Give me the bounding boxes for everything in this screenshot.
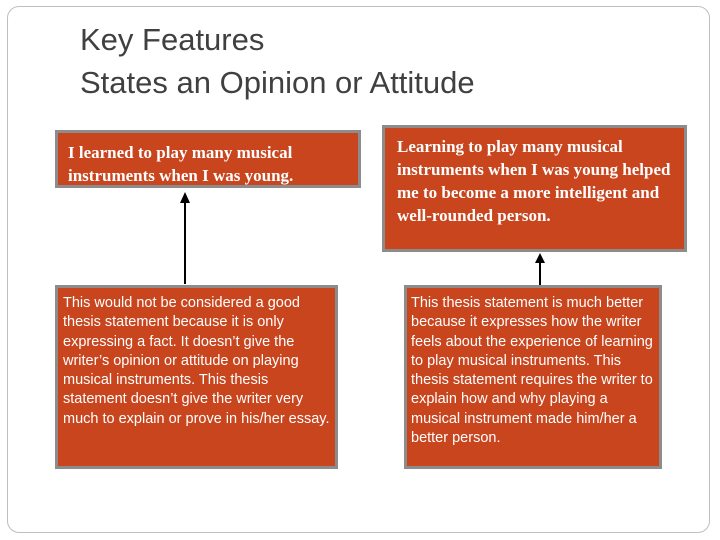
weak-thesis-example-box: I learned to play many musical instruments when I was young. <box>55 130 361 188</box>
right-up-arrow <box>530 252 550 286</box>
strong-thesis-example-box: Learning to play many musical instruments when I was young helped me to become a more intelligent and well-rounded person. <box>382 125 687 252</box>
strong-thesis-explanation-box: This thesis statement is much better because it expresses how the writer feels about the experience of learning to play musical instruments. This thesis statement requires the writer to explain how and why playing a musical instrument made him/her a better person. <box>404 285 662 469</box>
left-up-arrow <box>176 190 196 286</box>
weak-thesis-explanation-box: This would not be considered a good thesis statement because it is only expressing a fact. It doesn’t give the writer’s opinion or attitude on playing musical instruments. This thesis statement doesn’t give the writer very much to explain or prove in his/her essay. <box>55 285 338 469</box>
slide-title-line-2: States an Opinion or Attitude <box>80 65 475 100</box>
slide-title-line-1: Key Features <box>80 22 265 57</box>
